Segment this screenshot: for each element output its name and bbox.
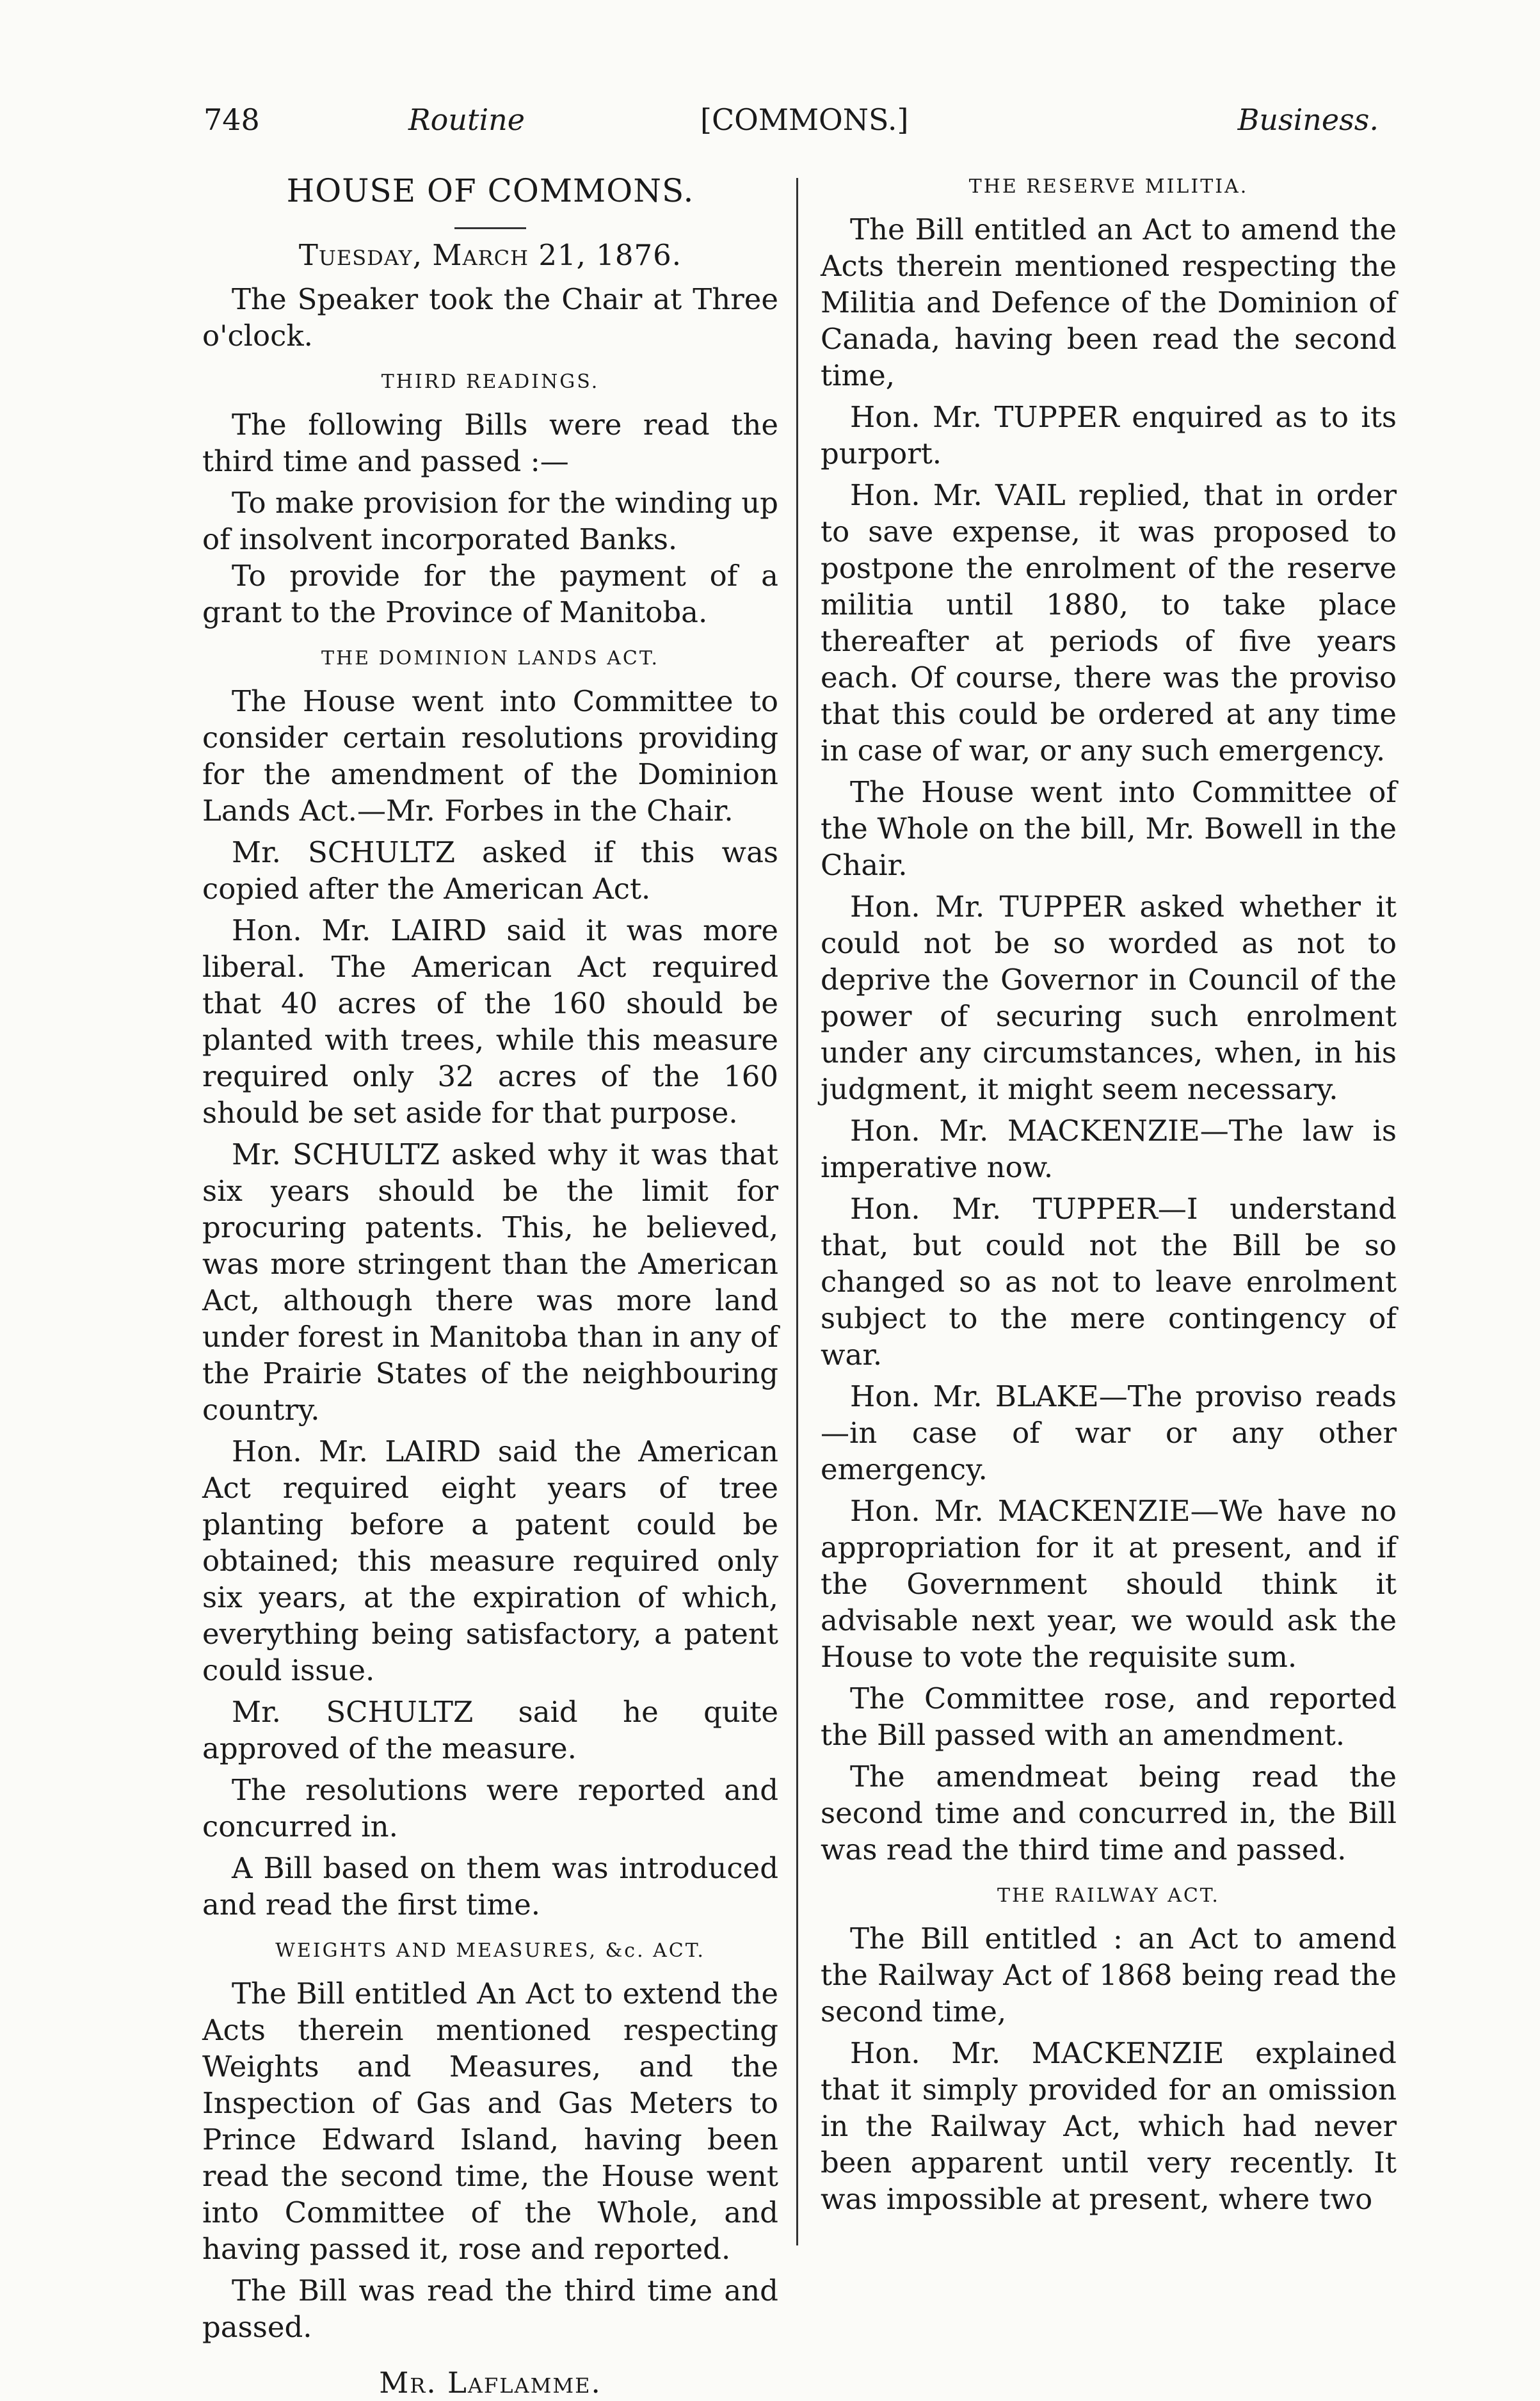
paragraph: Hon. Mr. TUPPER—I understand that, but could not the Bill be so changed so as not to leave enrolment subject to the mere contingency of war.: [821, 1192, 1397, 1372]
paragraph: The Bill was read the third time and passed.: [202, 2274, 778, 2344]
paragraph: The following Bills were read the third time and passed :—: [202, 408, 778, 478]
paragraph: Hon. Mr. MACKENZIE—The law is imperative now.: [821, 1114, 1397, 1184]
running-header: [204, 102, 1379, 160]
next-speaker: [202, 2365, 778, 2401]
paragraph: Hon. Mr. LAIRD said the American Act required eight years of tree planting before a patent could be obtained; this measure required only six years, at the expiration of which, everything being satisfactory, a patent could issue.: [202, 1434, 778, 1687]
paragraph: Hon. Mr. MACKENZIE—We have no appropriation for it at present, and if the Government should think it advisable next year, we would ask the House to vote the requisite sum.: [821, 1494, 1397, 1674]
section-heading-dominion-lands: THE DOMINION LANDS ACT.: [321, 647, 660, 670]
section-heading-weights-measures: WEIGHTS AND MEASURES, &c. ACT.: [275, 1939, 705, 1962]
paragraph: Mr. SCHULTZ said he quite approved of the measure.: [202, 1695, 778, 1765]
left-column: [202, 173, 778, 2401]
paragraph: The Bill entitled an Act to amend the Acts therein mentioned respecting the Militia and Defence of the Dominion of Canada, having been read the second time,: [821, 213, 1397, 392]
paragraph: Hon. Mr. MACKENZIE explained that it simply provided for an omission in the Railway Act, which had never been apparent until very recently. It was impossible at present, where two: [821, 2036, 1397, 2216]
paragraph: Hon. Mr. TUPPER enquired as to its purport.: [821, 400, 1397, 470]
paragraph: Hon. Mr. BLAKE—The proviso reads—in case of war or any other emergency.: [821, 1379, 1397, 1486]
paragraph: Mr. SCHULTZ asked if this was copied after the American Act.: [202, 835, 778, 906]
paragraph: The House went into Committee to consider certain resolutions providing for the amendment of the Dominion Lands Act.—Mr. Forbes in the Chair.: [202, 684, 778, 828]
paragraph: Hon. Mr. TUPPER asked whether it could not be so worded as not to deprive the Governor in Council of the power of securing such enrolment under any circumstances, when, in his judgment, it might seem necessary.: [821, 890, 1397, 1106]
speaker-paragraph: The Speaker took the Chair at Three o'clock.: [202, 282, 778, 353]
title-rule: [454, 227, 526, 229]
sitting-date: Tuesday, March 21, 1876.: [298, 238, 682, 272]
paragraph: The Committee rose, and reported the Bill passed with an amendment.: [821, 1682, 1397, 1752]
section-heading-third-readings: THIRD READINGS.: [381, 371, 600, 393]
paragraph: The Bill entitled An Act to extend the Acts therein mentioned respecting Weights and Measures, and the Inspection of Gas and Gas Meters to Prince Edward Island, having been read the second time, the House went into Committee of the Whole, and having passed it, rose and reported.: [202, 1977, 778, 2266]
paragraph: The amendmeat being read the second time and concurred in, the Bill was read the third time and passed.: [821, 1760, 1397, 1867]
paragraph: The Bill entitled : an Act to amend the Railway Act of 1868 being read the second time,: [821, 1922, 1397, 2028]
running-title-left: Routine: [408, 102, 525, 137]
paragraph: Hon. Mr. LAIRD said it was more liberal. The American Act required that 40 acres of the 160 should be planted with trees, while this measure required only 32 acres of the 160 should be set aside for that purpose.: [202, 913, 778, 1130]
next-speaker-name: Mr. Laflamme.: [379, 2366, 602, 2400]
bill-item: To provide for the payment of a grant to the Province of Manitoba.: [202, 559, 778, 629]
paragraph: The House went into Committee of the Whole on the bill, Mr. Bowell in the Chair.: [821, 775, 1397, 882]
paragraph: Mr. SCHULTZ asked why it was that six years should be the limit for procuring patents. This, he believed, was more stringent than the American Act, although there was more land under forest in Manitoba than in any of the Prairie States of the neighbouring country.: [202, 1137, 778, 1427]
paragraph: A Bill based on them was introduced and read the first time.: [202, 1851, 778, 1922]
section-heading-railway-act: THE RAILWAY ACT.: [997, 1884, 1220, 1907]
section-heading-reserve-militia: THE RESERVE MILITIA.: [968, 175, 1249, 198]
running-title-center: [COMMONS.]: [700, 102, 909, 137]
paragraph: The resolutions were reported and concurred in.: [202, 1773, 778, 1843]
paragraph: Hon. Mr. VAIL replied, that in order to save expense, it was proposed to postpone the enrolment of the reserve militia until 1880, to take place thereafter at periods of five years each. Of course, there was the proviso that this could be ordered at any time in case of war, or any such emergency.: [821, 478, 1397, 767]
page-number: 748: [204, 102, 260, 137]
column-divider: [796, 178, 798, 2245]
running-title-right: Business.: [1237, 102, 1379, 137]
house-title: HOUSE OF COMMONS.: [286, 172, 694, 209]
right-column: [821, 173, 1397, 2222]
bill-item: To make provision for the winding up of insolvent incorporated Banks.: [202, 486, 778, 556]
